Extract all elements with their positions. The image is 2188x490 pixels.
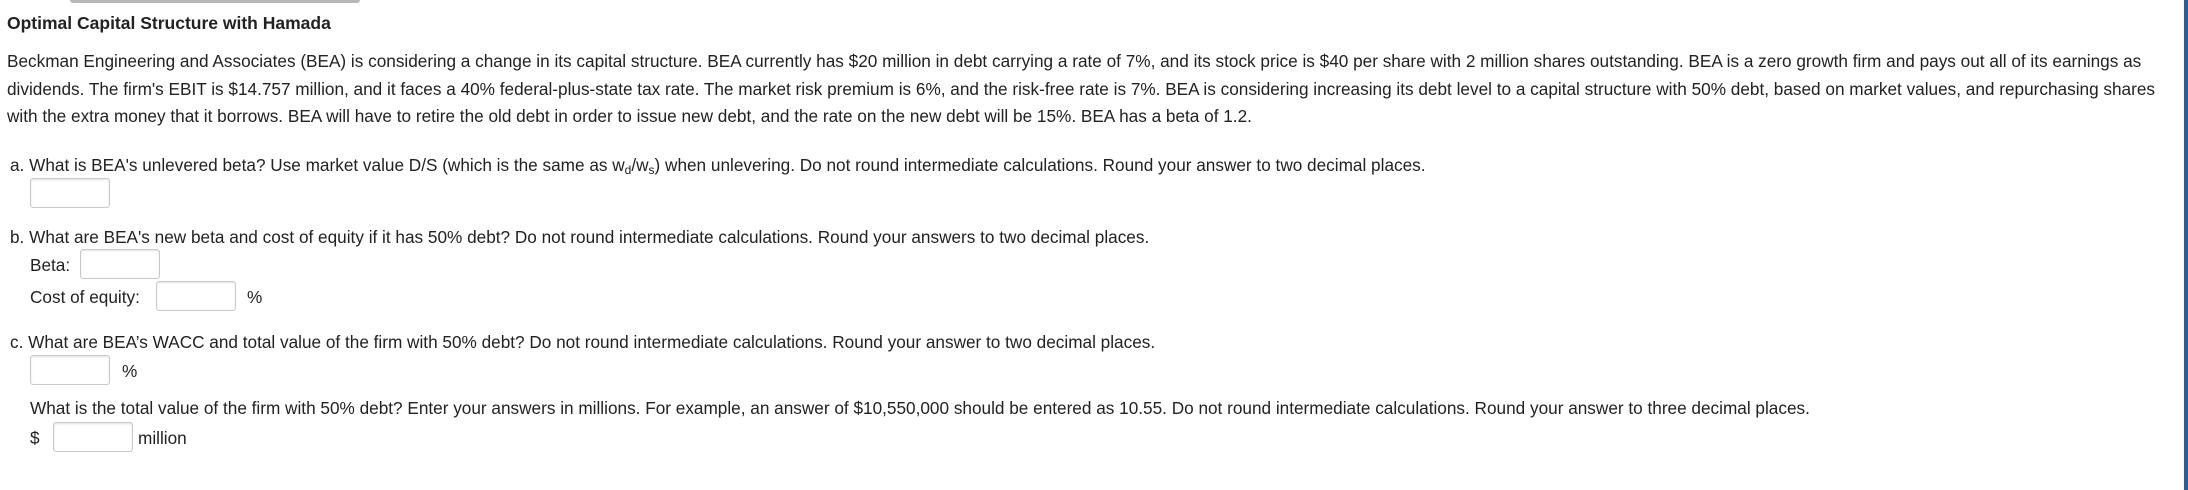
wacc-input[interactable] — [30, 355, 110, 385]
question-a-pre: a. What is BEA's unlevered beta? Use market value D/S (which is the same as w — [10, 155, 625, 175]
subscript-s: s — [648, 163, 655, 177]
question-c: c. What are BEA’s WACC and total value of the firm with 50% debt? Do not round intermediate calculations. Round your answer to two decimal places. — [10, 332, 1156, 352]
million-unit: million — [138, 428, 187, 448]
question-a-slash: /w — [631, 155, 649, 175]
unlevered-beta-input[interactable] — [30, 178, 110, 208]
question-b: b. What are BEA's new beta and cost of equity if it has 50% debt? Do not round intermediate calculations. Round your answers to two decimal places. — [10, 227, 1150, 247]
new-beta-input[interactable] — [80, 249, 160, 279]
top-tab-indicator — [70, 0, 360, 3]
firm-value-question: What is the total value of the firm with 50% debt? Enter your answers in millions. For example, an answer of $10,550,000 should be entered as 10.55. Do not round intermediate calculations. Round your answer to three decimal places. — [30, 398, 1810, 418]
cost-of-equity-input[interactable] — [156, 281, 236, 311]
question-a-post: ) when unlevering. Do not round intermediate calculations. Round your answer to two decimal places. — [654, 155, 1426, 175]
right-edge-bar — [2184, 0, 2188, 490]
question-a — [10, 155, 1426, 177]
wacc-unit: % — [122, 361, 138, 381]
dollar-sign: $ — [30, 428, 40, 448]
cost-of-equity-label: Cost of equity: — [30, 287, 140, 307]
subscript-d: d — [624, 163, 632, 177]
problem-intro: Beckman Engineering and Associates (BEA) is considering a change in its capital structure. BEA currently has $20 million in debt carrying a rate of 7%, and its stock price is $40 per share with 2 million shares outstanding. BEA is a zero growth firm and pays out all of its earnings as dividends. The firm's EBIT is $14.757 million, and it faces a 40% federal-plus-state tax rate. The market risk premium is 6%, and the risk-free rate is 7%. BEA is considering increasing its debt level to a capital structure with 50% debt, based on market values, and repurchasing shares with the extra money that it borrows. BEA will have to retire the old debt in order to issue new debt, and the rate on the new debt will be 15%. BEA has a beta of 1.2. — [7, 51, 2155, 126]
firm-value-input[interactable] — [53, 422, 133, 452]
beta-label: Beta: — [30, 255, 71, 275]
cost-of-equity-unit: % — [247, 287, 263, 307]
problem-title: Optimal Capital Structure with Hamada — [7, 13, 331, 33]
